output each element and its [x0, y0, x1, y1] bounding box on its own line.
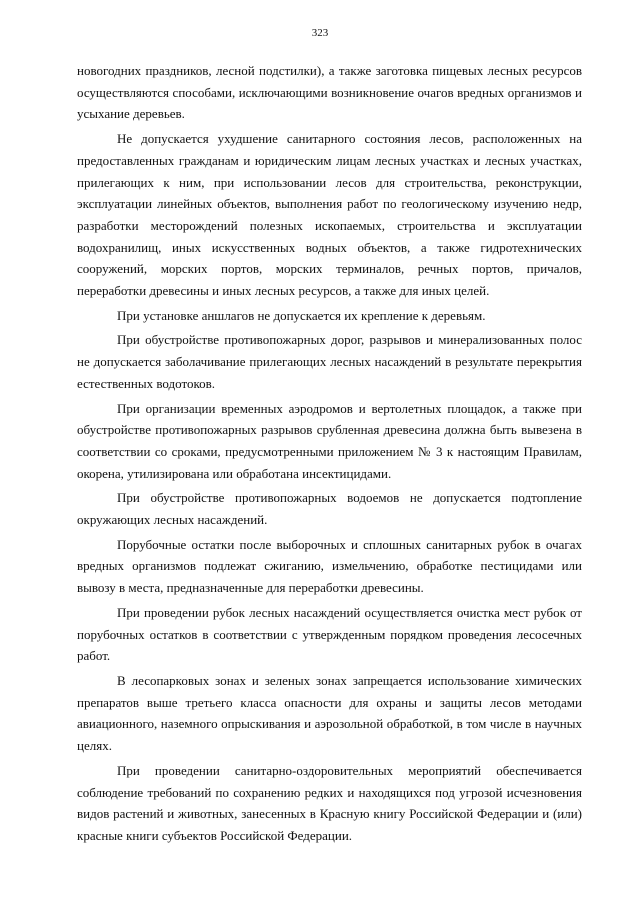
paragraph: При проведении рубок лесных насаждений осуществляется очистка мест рубок от порубочных остатков в соответствии с утвержденным порядком проведения лесосечных работ.	[77, 604, 582, 664]
page-number: 323	[311, 27, 329, 39]
paragraph: Порубочные остатки после выборочных и сплошных санитарных рубок в очагах вредных организмов подлежат сжиганию, измельчению, обработке пестицидами или вывозу в места, предназначенные для переработки древесины.	[77, 536, 582, 596]
paragraph: Не допускается ухудшение санитарного состояния лесов, расположенных на предоставленных гражданам и юридическим лицам лесных участках и лесных участках, прилегающих к ним, при использовании лесов для строительства, реконструкции, эксплуатации линейных объектов, выполнения работ по геологическому изучению недр, разработки месторождений полезных ископаемых, строительства и эксплуатации водохранилищ, иных искусственных водных объектов, а также гидротехнических сооружений, морских портов, морских терминалов, речных портов, причалов, переработки древесины и иных лесных ресурсов, а также для иных целей.	[77, 131, 582, 299]
document-body	[77, 60, 582, 847]
paragraph: В лесопарковых зонах и зеленых зонах запрещается использование химических препаратов выше третьего класса опасности для охраны и защиты лесов методами авиационного, наземного опрыскивания и аэрозольной обработкой, в том числе в научных целях.	[77, 672, 582, 754]
paragraph: При организации временных аэродромов и вертолетных площадок, а также при обустройстве противопожарных разрывов срубленная древесина должна быть вывезена в соответствии со сроками, предусмотренными приложением № 3 к настоящим Правилам, окорена, утилизирована или обработана инсектицидами.	[77, 400, 582, 481]
paragraph: При проведении санитарно-оздоровительных мероприятий обеспечивается соблюдение требований по сохранению редких и находящихся под угрозой исчезновения видов растений и животных, занесенных в Красную книгу Российской Федерации и (или) красные книги субъектов Российской Федерации.	[77, 762, 582, 843]
paragraph: При обустройстве противопожарных дорог, разрывов и минерализованных полос не допускается заболачивание прилегающих лесных насаждений в результате перекрытия естественных водотоков.	[77, 332, 582, 391]
paragraph: При обустройстве противопожарных водоемов не допускается подтопление окружающих лесных насаждений.	[77, 490, 582, 528]
paragraph: При установке аншлагов не допускается их крепление к деревьям.	[117, 307, 486, 323]
paragraph-continuation: новогодних праздников, лесной подстилки), а также заготовка пищевых лесных ресурсов осуществляются способами, исключающими возникновение очагов вредных организмов и усыхание деревьев.	[77, 63, 582, 122]
